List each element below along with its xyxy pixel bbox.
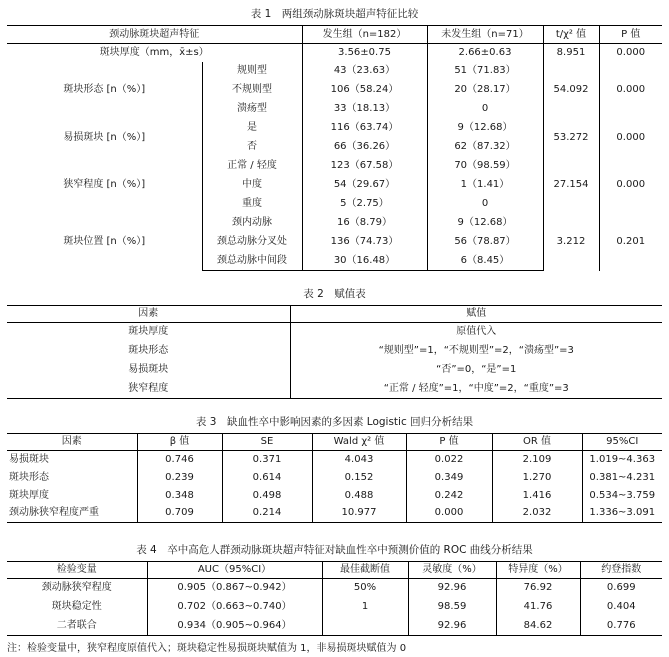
table-cell: 16（8.79） [302, 214, 427, 233]
t4-header-youden: 约登指数 [580, 562, 662, 579]
t4-header-auc: AUC（95%CI） [147, 562, 322, 579]
table-cell: 否 [202, 138, 302, 157]
table-cell: 33（18.13） [302, 100, 427, 119]
table-cell: 1.336~3.091 [582, 505, 662, 523]
table-cell: 颈动脉狭窄程度 [41, 582, 112, 594]
table-cell: 3.56±0.75 [302, 44, 427, 62]
table-cell: 4.043 [312, 451, 406, 469]
table4-caption: 表 4 卒中高危人群颈动脉斑块超声特征对缺血性卒中预测价值的 ROC 曲线分析结果 [136, 544, 533, 556]
table-row [7, 598, 662, 617]
table-cell: 54.092 [543, 62, 599, 119]
table-row [7, 361, 662, 380]
table-cell: 116（63.74） [302, 119, 427, 138]
table3-caption: 表 3 缺血性卒中影响因素的多因素 Logistic 回归分析结果 [195, 416, 474, 428]
table-cell: 中度 [202, 176, 302, 195]
table-cell: 1.019~4.363 [582, 451, 662, 469]
table-cell: 51（71.83） [427, 62, 543, 81]
table-cell: 2.032 [492, 505, 582, 523]
table-cell: 原值代入 [290, 323, 662, 342]
table-cell: 92.96 [408, 617, 496, 636]
table-cell: 0.214 [222, 505, 312, 523]
table-cell: 9（12.68） [427, 119, 543, 138]
table-cell: 0 [427, 195, 543, 214]
table1-caption: 表 1 两组颈动脉斑块超声特征比较 [250, 8, 419, 20]
table-cell: 5（2.75） [302, 195, 427, 214]
table-cell: 斑块厚度 [9, 489, 49, 501]
table-cell: 0.022 [406, 451, 492, 469]
table-cell: 8.951 [543, 44, 599, 62]
table-cell: “规则型”=1，“不规则型”=2，“溃疡型”=3 [290, 342, 662, 361]
table3 [7, 433, 662, 523]
table-cell: 斑块形态 [9, 471, 49, 483]
table-cell: “否”=0，“是”=1 [290, 361, 662, 380]
t3-header-factor: 因素 [7, 434, 137, 451]
table-cell: 6（8.45） [427, 252, 543, 271]
table1 [7, 25, 662, 271]
table-cell: 0.000 [599, 157, 662, 214]
table-row [7, 487, 662, 505]
table-cell: 76.92 [496, 579, 580, 598]
t2-header-factor: 因素 [7, 306, 290, 323]
t3-header-p: P 值 [406, 434, 492, 451]
table-cell: 92.96 [408, 579, 496, 598]
table-row [7, 380, 662, 399]
table-cell: 0.702（0.663~0.740） [147, 598, 322, 617]
table2-caption: 表 2 赋值表 [303, 288, 366, 300]
table-cell [322, 617, 408, 636]
table-cell: 0.746 [137, 451, 222, 469]
table-cell: 0.614 [222, 469, 312, 487]
table-cell: 2.109 [492, 451, 582, 469]
t4-header-spec: 特异度（%） [496, 562, 580, 579]
table-cell: 9（12.68） [427, 214, 543, 233]
table-cell: 0.498 [222, 487, 312, 505]
table-cell: 1 [322, 598, 408, 617]
t1-header-nonoccur: 未发生组（n=71） [427, 26, 543, 44]
table-cell: 53.272 [543, 119, 599, 157]
table-row [7, 119, 662, 138]
t3-header-se: SE [222, 434, 312, 451]
table-cell: 62（87.32） [427, 138, 543, 157]
table-cell: 狭窄程度 [7, 380, 290, 399]
table-cell: 30（16.48） [302, 252, 427, 271]
table-cell: 10.977 [312, 505, 406, 523]
t1-sten-label: 狭窄程度 [n（%）] [63, 179, 146, 190]
table-cell: 106（58.24） [302, 81, 427, 100]
table-cell: 0.699 [580, 579, 662, 598]
table-cell: 20（28.17） [427, 81, 543, 100]
table-cell: 2.66±0.63 [427, 44, 543, 62]
table-cell: 136（74.73） [302, 233, 427, 252]
table-cell: 0.905（0.867~0.942） [147, 579, 322, 598]
table-cell: 颈总动脉中间段 [202, 252, 302, 271]
table-cell: 56（78.87） [427, 233, 543, 252]
table-cell: 0.201 [599, 214, 662, 271]
table-cell: 0.000 [406, 505, 492, 523]
table-cell: “正常 / 轻度”=1，“中度”=2，“重度”=3 [290, 380, 662, 399]
t3-header-beta: β 值 [137, 434, 222, 451]
table-cell: 0.534~3.759 [582, 487, 662, 505]
table-cell: 易损斑块 [128, 364, 169, 375]
table-row [7, 617, 662, 636]
table-cell: 0.349 [406, 469, 492, 487]
table-cell: 70（98.59） [427, 157, 543, 176]
t1-header-occur: 发生组（n=182） [302, 26, 427, 44]
table-cell: 0.776 [580, 617, 662, 636]
table-cell: 0.152 [312, 469, 406, 487]
table-cell: 易损斑块 [9, 453, 49, 465]
table-cell: 50% [322, 579, 408, 598]
t4-header-cutoff: 最佳截断值 [322, 562, 408, 579]
table-row [7, 157, 662, 176]
table-cell: 0.348 [137, 487, 222, 505]
t1-shape-label: 斑块形态 [n（%）] [63, 84, 146, 95]
t1-pos-label: 斑块位置 [n（%）] [63, 236, 146, 247]
table-cell: 溃疡型 [202, 100, 302, 119]
table-cell: 98.59 [408, 598, 496, 617]
table-cell: 123（67.58） [302, 157, 427, 176]
table-cell: 0.709 [137, 505, 222, 523]
table-row [7, 323, 662, 342]
table-cell: 0.404 [580, 598, 662, 617]
table-cell: 0.488 [312, 487, 406, 505]
t3-header-or: OR 值 [492, 434, 582, 451]
table-cell: 不规则型 [202, 81, 302, 100]
table-cell: 0.239 [137, 469, 222, 487]
table-cell: 1（1.41） [427, 176, 543, 195]
table-cell: 正常 / 轻度 [202, 157, 302, 176]
t1-thickness-label: 斑块厚度（mm，x̄±s） [99, 46, 209, 58]
t1-header-feature: 颈动脉斑块超声特征 [7, 26, 302, 44]
table-cell: 54（29.67） [302, 176, 427, 195]
t2-header-value: 赋值 [290, 306, 662, 323]
table-cell: 1.270 [492, 469, 582, 487]
table-cell: 27.154 [543, 157, 599, 214]
table-cell: 斑块稳定性 [51, 601, 102, 612]
table-cell: 0.381~4.231 [582, 469, 662, 487]
table-cell: 0.000 [599, 44, 662, 62]
table-cell: 二者联合 [7, 617, 147, 636]
table-cell: 0.934（0.905~0.964） [147, 617, 322, 636]
table-cell: 颈总动脉分叉处 [202, 233, 302, 252]
table-cell: 1.416 [492, 487, 582, 505]
table2 [7, 305, 662, 399]
table-row [7, 214, 662, 233]
table-cell: 43（23.63） [302, 62, 427, 81]
t1-header-stat: t/χ² 值 [543, 26, 599, 44]
table-cell: 0.371 [222, 451, 312, 469]
table-row [7, 469, 662, 487]
table-cell: 84.62 [496, 617, 580, 636]
t3-header-wald: Wald χ² 值 [312, 434, 406, 451]
table-cell: 0.000 [599, 62, 662, 119]
t4-header-sens: 灵敏度（%） [408, 562, 496, 579]
table-row [7, 62, 662, 81]
t1-header-p: P 值 [599, 26, 662, 44]
table-cell: 规则型 [202, 62, 302, 81]
table-row [7, 44, 662, 62]
table-cell: 0 [427, 100, 543, 119]
table-cell: 斑块形态 [128, 345, 169, 356]
table-cell: 66（36.26） [302, 138, 427, 157]
table-row [7, 505, 662, 523]
table-cell: 41.76 [496, 598, 580, 617]
t3-header-ci: 95%CI [582, 434, 662, 451]
table-cell: 颈内动脉 [202, 214, 302, 233]
table-row [7, 451, 662, 469]
table-cell: 斑块厚度 [128, 326, 169, 338]
footnote: 注：检验变量中，狭窄程度原值代入；斑块稳定性易损斑块赋值为 1，非易损斑块赋值为 0 [7, 643, 407, 654]
table-cell: 是 [202, 119, 302, 138]
table-cell: 颈动脉狭窄程度严重 [7, 505, 137, 523]
table-row [7, 579, 662, 598]
t4-header-var: 检验变量 [7, 562, 147, 579]
table-row [7, 342, 662, 361]
table-cell: 0.000 [599, 119, 662, 157]
table-cell: 重度 [202, 195, 302, 214]
table4 [7, 561, 662, 636]
table-cell: 0.242 [406, 487, 492, 505]
t1-vul-label: 易损斑块 [n（%）] [63, 131, 146, 143]
table-cell: 3.212 [543, 214, 599, 271]
